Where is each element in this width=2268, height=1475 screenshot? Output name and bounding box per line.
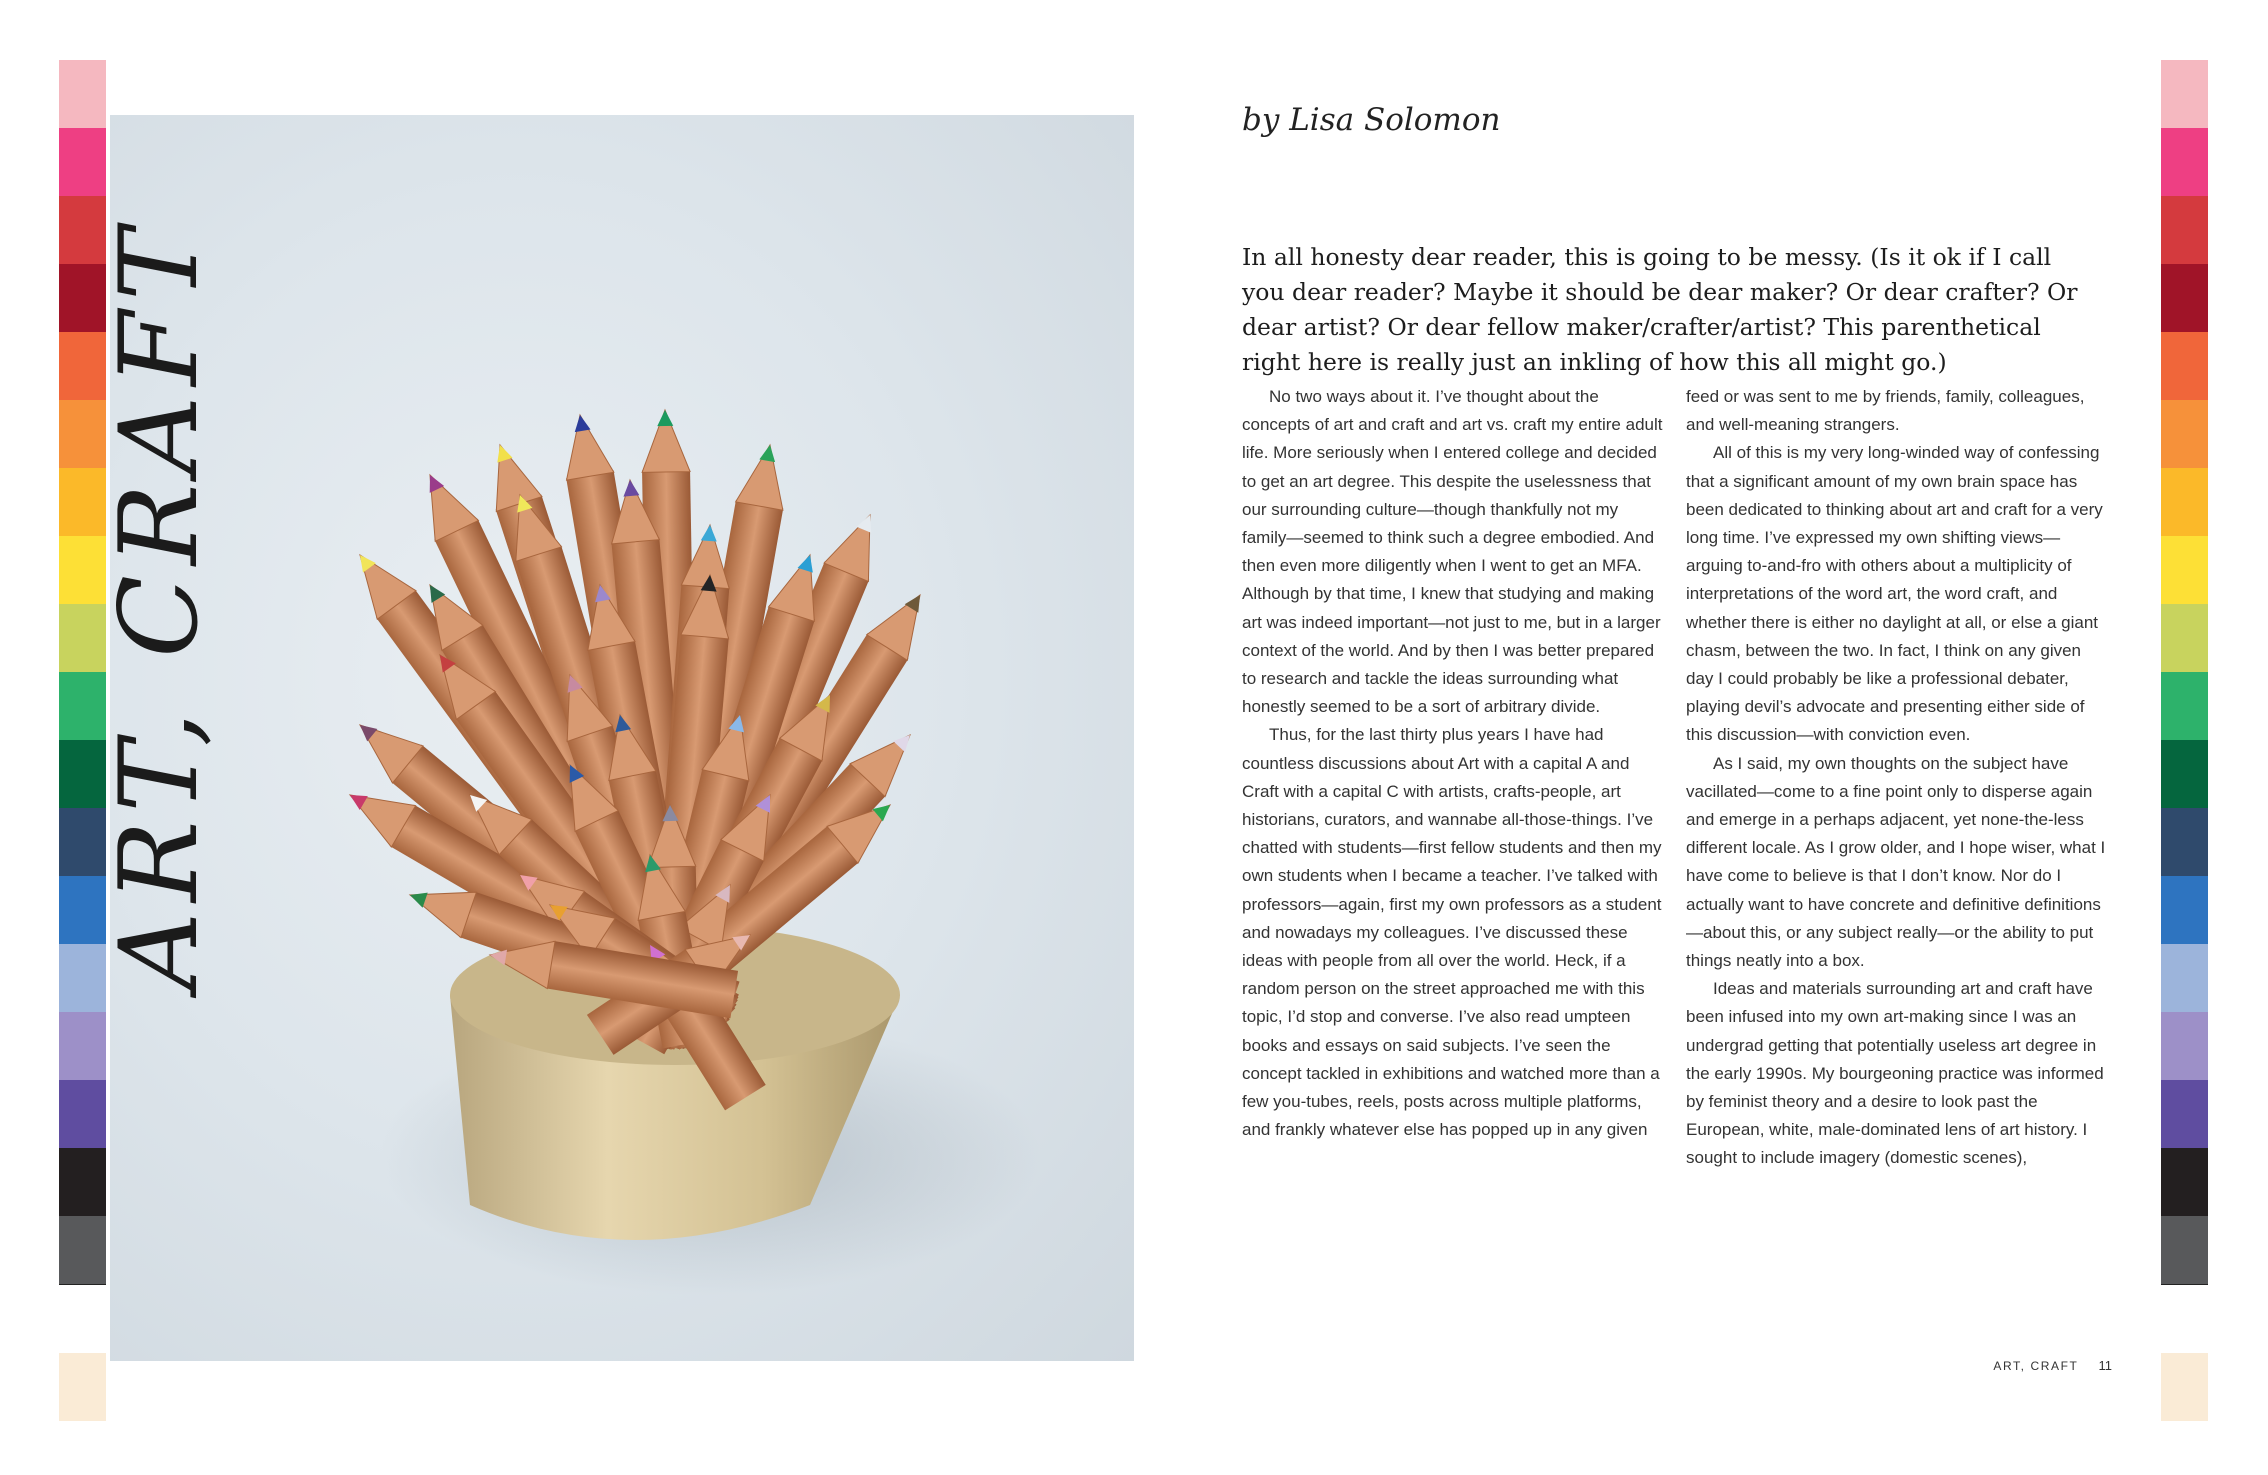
body-paragraph: All of this is my very long-winded way of confessing that a significant amount of my own brain space has been dedicated to thinking about art and craft for a very long time. I’ve expressed my own shifting views—arguing to-and-fro with others about a multiplicity of interpretations of the word art, the word craft, and whether there is either no daylight at all, or else a giant chasm, between the two. In fact, I think on any given day I could probably be like a professional debater, playing devil’s advocate and presenting either side of this discussion—with conviction even.	[1686, 443, 2103, 745]
color-swatch	[2161, 1080, 2208, 1148]
byline: by Lisa Solomon	[1242, 102, 1501, 138]
color-swatch-bar-right	[2161, 60, 2208, 1421]
color-swatch	[2161, 468, 2208, 536]
body-paragraph: Ideas and materials surrounding art and craft have been infused into my own art-making since I was an undergrad getting that potentially useless art degree in the early 1990s. My bourgeoning practice was informed by feminist theory and a desire to look past the European, white, male-dominated lens of art history. I sought to include imagery (domestic scenes),	[1686, 979, 2104, 1168]
pencil-tip	[622, 479, 639, 496]
color-swatch	[2161, 196, 2208, 264]
color-swatch	[2161, 264, 2208, 332]
article-title: ART, CRAFT	[97, 218, 222, 990]
body-paragraph: As I said, my own thoughts on the subject have vacillated—come to a fine point only to disperse again and emerge in a perhaps adjacent, yet none-the-less different locale. As I grow older, and I hope wiser, what I have come to believe is that I don’t know. Nor do I actually want to have concrete and definitive definitions—about this, or any subject really—or the ability to put things neatly into a box.	[1686, 753, 2106, 971]
color-swatch	[2161, 1216, 2208, 1284]
color-swatch	[2161, 1284, 2208, 1353]
lede-paragraph: In all honesty dear reader, this is going to be messy. (Is it ok if I call you dear reader? Maybe it should be dear maker? Or dear crafter? Or dear artist? Or dear fellow maker/crafter/artist? This parenthetical right here is really just an inkling of how this all might go.)	[1242, 243, 2078, 376]
color-swatch	[2161, 128, 2208, 196]
color-swatch	[59, 1284, 106, 1353]
body-column-1	[1242, 383, 1664, 1144]
pencil-cup-illustration	[110, 115, 1134, 1361]
pencil-tip	[657, 410, 673, 426]
pencil-tip	[701, 524, 718, 541]
color-swatch	[59, 1353, 106, 1421]
color-swatch	[2161, 876, 2208, 944]
color-swatch	[2161, 1353, 2208, 1421]
color-swatch	[2161, 604, 2208, 672]
page-footer	[1993, 1358, 2112, 1373]
color-swatch	[2161, 400, 2208, 468]
color-swatch	[2161, 740, 2208, 808]
color-swatch	[2161, 808, 2208, 876]
body-paragraph: Thus, for the last thirty plus years I have had countless discussions about Art with a capital A and Craft with a capital C with artists, crafts-people, art historians, curators, and wannabe all-those-things. I’ve chatted with students—first fellow students and then my own students when I became a teacher. I’ve talked with professors—again, first my own professors as a student and nowadays my colleagues. I’ve discussed these ideas with people from all over the world. Heck, if a random person on the street approached me with this topic, I’d stop and converse. I’ve also read umpteen books and essays on said subjects. I’ve seen the concept tackled in exhibitions and watched more than a few you-tubes, reels, posts across multiple platforms, and frankly whatever else has popped up in any given	[1242, 725, 1662, 1140]
color-swatch	[59, 1080, 106, 1148]
color-swatch	[59, 1216, 106, 1284]
color-swatch	[2161, 672, 2208, 740]
running-footer-title: ART, CRAFT	[1993, 1359, 2079, 1373]
body-column-2	[1686, 383, 2106, 1173]
color-swatch	[59, 1012, 106, 1080]
color-swatch	[59, 128, 106, 196]
color-swatch	[2161, 60, 2208, 128]
color-swatch	[2161, 332, 2208, 400]
color-swatch	[2161, 1148, 2208, 1216]
color-swatch	[2161, 944, 2208, 1012]
color-swatch	[59, 1148, 106, 1216]
color-swatch	[2161, 1012, 2208, 1080]
color-swatch	[59, 60, 106, 128]
page-number: 11	[2098, 1358, 2112, 1373]
color-swatch	[2161, 536, 2208, 604]
pencils-photo	[110, 115, 1134, 1361]
body-paragraph: feed or was sent to me by friends, family, colleagues, and well-meaning strangers.	[1686, 387, 2085, 435]
body-paragraph: No two ways about it. I’ve thought about the concepts of art and craft and art vs. craft my entire adult life. More seriously when I entered college and decided to get an art degree. This despite the uselessness that our surrounding culture—though thankfully not my family—seemed to think such a degree embodied. And then even more diligently when I went to get an MFA. Although by that time, I knew that studying and making art was indeed important—not just to me, but in a larger context of the world. And by then I was better prepared to research and tackle the ideas surrounding what honestly seemed to be a sort of arbitrary divide.	[1242, 387, 1663, 717]
